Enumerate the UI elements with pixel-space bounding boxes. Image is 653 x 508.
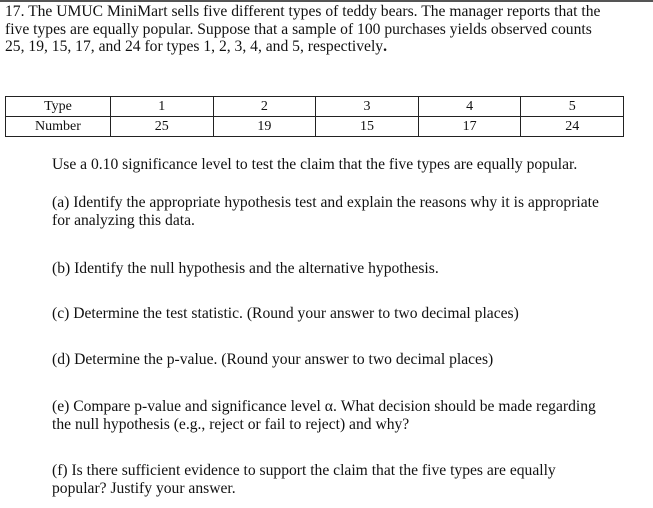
count-cell: 19 — [213, 117, 316, 137]
question-b: (b) Identify the null hypothesis and the alternative hypothesis. — [52, 260, 439, 277]
counts-table — [5, 96, 624, 137]
type-cell: 1 — [111, 97, 214, 117]
count-cell: 25 — [111, 117, 214, 137]
problem-line-1: 17. The UMUC MiniMart sells five different types of teddy bears. The manager reports that the — [5, 3, 601, 20]
question-d: (d) Determine the p-value. (Round your answer to two decimal places) — [52, 351, 494, 368]
problem-line-2: five types are equally popular. Suppose that a sample of 100 purchases yields observed counts — [5, 20, 592, 38]
question-f-line-2: popular? Justify your answer. — [52, 480, 236, 497]
question-f-line-1: (f) Is there sufficient evidence to support the claim that the five types are equally — [52, 462, 556, 479]
number-row — [6, 117, 624, 137]
question-a-line-2: for analyzing this data. — [52, 212, 195, 229]
problem-line-3-text: 25, 19, 15, 17, and 24 for types 1, 2, 3, 4, and 5, respectively — [5, 38, 384, 55]
problem-line-3-period: . — [383, 38, 387, 55]
type-cell: 4 — [418, 97, 521, 117]
question-intro: Use a 0.10 significance level to test the claim that the five types are equally popular. — [52, 156, 578, 173]
type-cell: 3 — [316, 97, 419, 117]
question-c: (c) Determine the test statistic. (Round your answer to two decimal places) — [52, 305, 519, 322]
problem-statement — [5, 3, 645, 56]
type-row — [6, 97, 624, 117]
problem-line-3 — [5, 38, 645, 56]
question-e-line-1: (e) Compare p-value and significance level α. What decision should be made regarding — [52, 398, 596, 415]
type-cell: 5 — [521, 97, 624, 117]
count-cell: 17 — [418, 117, 521, 137]
question-e-line-2: the null hypothesis (e.g., reject or fail to reject) and why? — [52, 416, 410, 433]
number-row-header: Number — [6, 117, 111, 137]
question-a-line-1: (a) Identify the appropriate hypothesis test and explain the reasons why it is appropriate — [52, 194, 599, 211]
question-e — [52, 398, 637, 434]
count-cell: 15 — [316, 117, 419, 137]
question-a — [52, 194, 637, 230]
question-f — [52, 462, 637, 498]
top-divider — [0, 0, 653, 2]
type-row-header: Type — [6, 97, 111, 117]
type-cell: 2 — [213, 97, 316, 117]
count-cell: 24 — [521, 117, 624, 137]
